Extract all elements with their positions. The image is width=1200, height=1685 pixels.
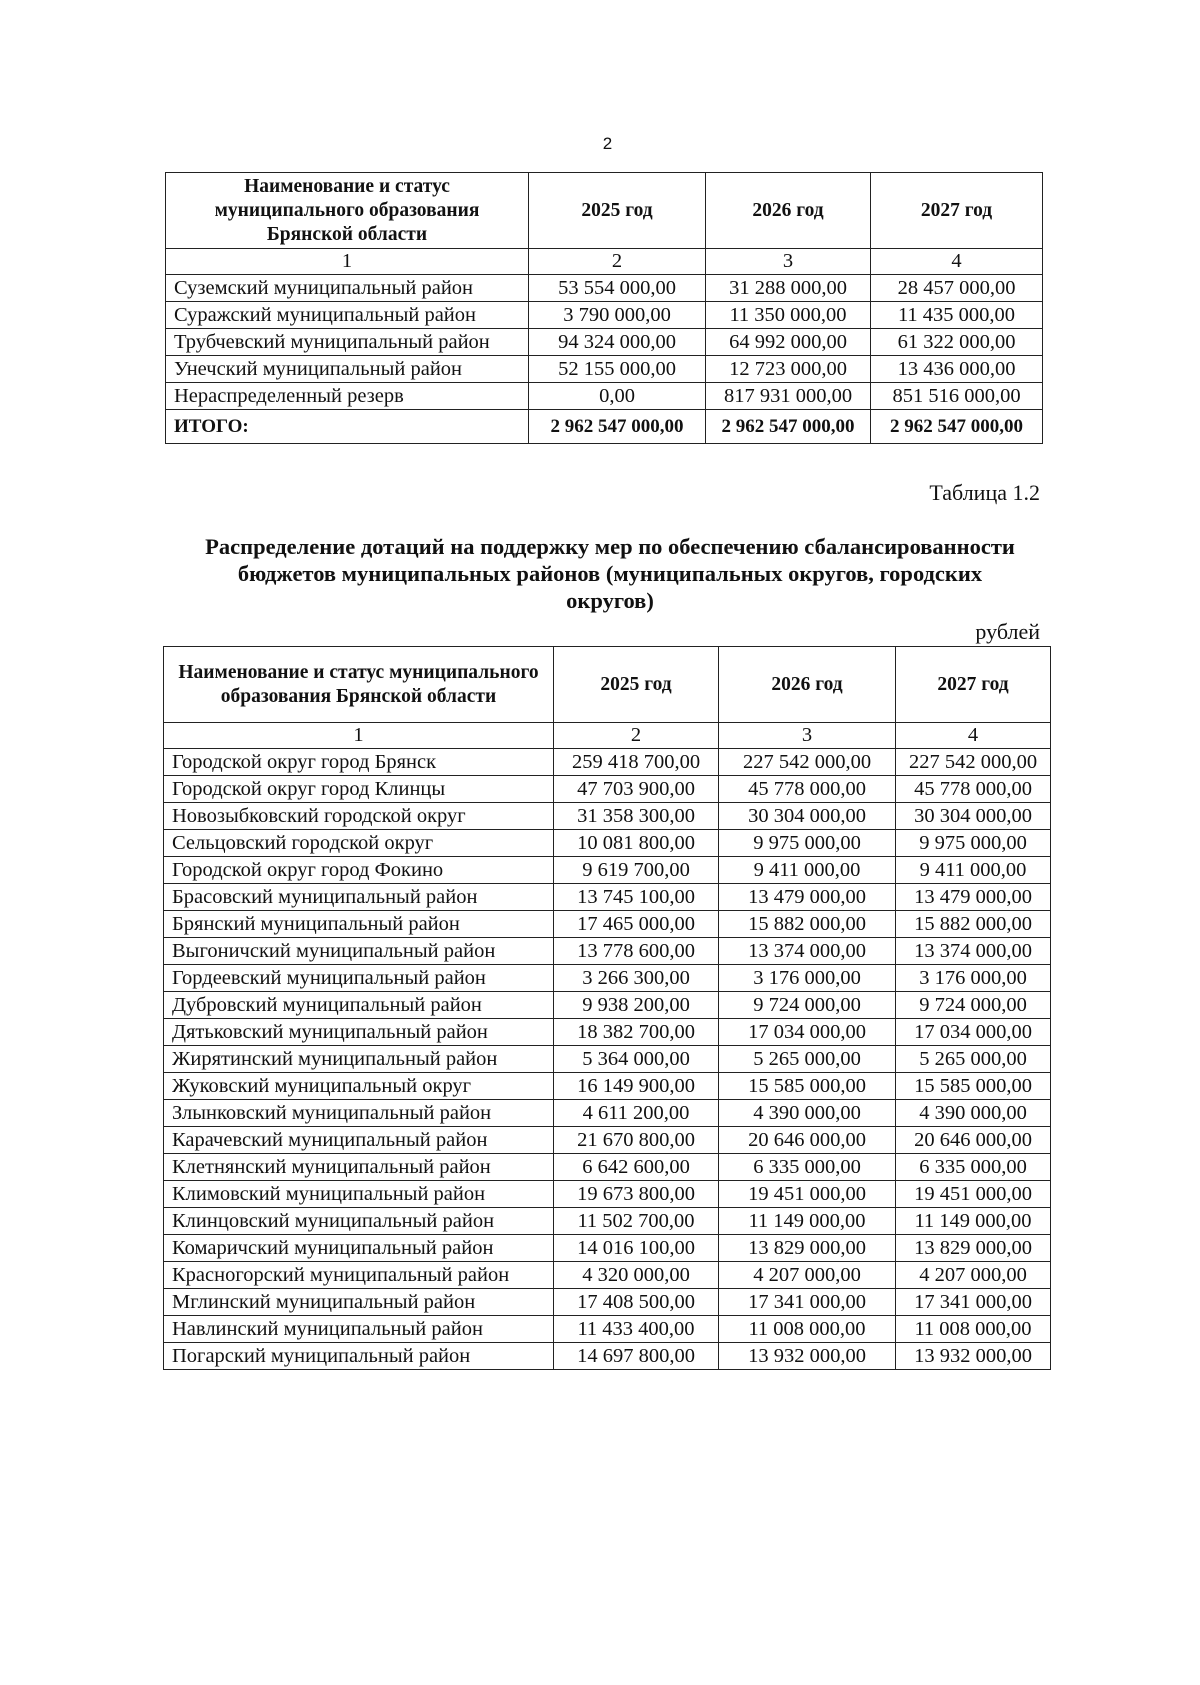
column-header-year: 2027 год: [871, 173, 1043, 249]
header-row: [166, 173, 1043, 249]
table-row: [164, 1208, 1051, 1235]
amount-cell: 15 882 000,00: [719, 911, 896, 938]
amount-cell: 3 266 300,00: [554, 965, 719, 992]
amount-cell: 17 341 000,00: [896, 1289, 1051, 1316]
column-index-row: [164, 723, 1051, 749]
amount-cell: 5 364 000,00: [554, 1046, 719, 1073]
amount-cell: 227 542 000,00: [896, 749, 1051, 776]
table-row: [164, 1073, 1051, 1100]
column-header-year: 2025 год: [554, 647, 719, 723]
amount-cell: 11 502 700,00: [554, 1208, 719, 1235]
amount-cell: 11 433 400,00: [554, 1316, 719, 1343]
amount-cell: 6 335 000,00: [719, 1154, 896, 1181]
table-row: [164, 1154, 1051, 1181]
municipality-name: Суражский муниципальный район: [166, 302, 529, 329]
municipality-name: Нераспределенный резерв: [166, 383, 529, 410]
amount-cell: 17 465 000,00: [554, 911, 719, 938]
table-row: [164, 1046, 1051, 1073]
table-row: [166, 356, 1043, 383]
amount-cell: 13 374 000,00: [896, 938, 1051, 965]
amount-cell: 13 479 000,00: [896, 884, 1051, 911]
municipality-name: Жуковский муниципальный округ: [164, 1073, 554, 1100]
total-row: [166, 410, 1043, 444]
table-row: [164, 1181, 1051, 1208]
table-row: [164, 1316, 1051, 1343]
table-row: [164, 1262, 1051, 1289]
amount-cell: 11 149 000,00: [719, 1208, 896, 1235]
table-row: [166, 329, 1043, 356]
table-1-2: [163, 646, 1051, 1370]
amount-cell: 817 931 000,00: [706, 383, 871, 410]
municipality-name: Карачевский муниципальный район: [164, 1127, 554, 1154]
amount-cell: 13 829 000,00: [896, 1235, 1051, 1262]
amount-cell: 30 304 000,00: [719, 803, 896, 830]
municipality-name: Городской округ город Фокино: [164, 857, 554, 884]
amount-cell: 53 554 000,00: [529, 275, 706, 302]
amount-cell: 9 975 000,00: [719, 830, 896, 857]
amount-cell: 4 207 000,00: [896, 1262, 1051, 1289]
amount-cell: 5 265 000,00: [719, 1046, 896, 1073]
amount-cell: 3 790 000,00: [529, 302, 706, 329]
amount-cell: 9 975 000,00: [896, 830, 1051, 857]
column-index: 4: [896, 723, 1051, 749]
amount-cell: 9 938 200,00: [554, 992, 719, 1019]
total-amount: 2 962 547 000,00: [871, 410, 1043, 444]
municipality-name: Гордеевский муниципальный район: [164, 965, 554, 992]
amount-cell: 28 457 000,00: [871, 275, 1043, 302]
amount-cell: 11 435 000,00: [871, 302, 1043, 329]
table-row: [164, 1019, 1051, 1046]
amount-cell: 30 304 000,00: [896, 803, 1051, 830]
amount-cell: 64 992 000,00: [706, 329, 871, 356]
amount-cell: 21 670 800,00: [554, 1127, 719, 1154]
amount-cell: 15 585 000,00: [719, 1073, 896, 1100]
column-index: 4: [871, 249, 1043, 275]
table-row: [164, 857, 1051, 884]
amount-cell: 20 646 000,00: [896, 1127, 1051, 1154]
municipality-name: Городской округ город Клинцы: [164, 776, 554, 803]
table-1-1-continuation: [165, 172, 1043, 444]
column-index: 2: [554, 723, 719, 749]
total-amount: 2 962 547 000,00: [529, 410, 706, 444]
amount-cell: 19 673 800,00: [554, 1181, 719, 1208]
municipality-name: Городской округ город Брянск: [164, 749, 554, 776]
municipality-name: Клинцовский муниципальный район: [164, 1208, 554, 1235]
municipality-name: Унечский муниципальный район: [166, 356, 529, 383]
amount-cell: 13 932 000,00: [896, 1343, 1051, 1370]
amount-cell: 13 436 000,00: [871, 356, 1043, 383]
unit-label: рублей: [975, 619, 1040, 644]
amount-cell: 19 451 000,00: [896, 1181, 1051, 1208]
table-row: [164, 749, 1051, 776]
amount-cell: 4 390 000,00: [896, 1100, 1051, 1127]
column-header-year: 2026 год: [706, 173, 871, 249]
amount-cell: 13 932 000,00: [719, 1343, 896, 1370]
amount-cell: 18 382 700,00: [554, 1019, 719, 1046]
municipality-name: Брянский муниципальный район: [164, 911, 554, 938]
column-header-year: 2026 год: [719, 647, 896, 723]
municipality-name: Сельцовский городской округ: [164, 830, 554, 857]
table-row: [166, 275, 1043, 302]
amount-cell: 31 358 300,00: [554, 803, 719, 830]
municipality-name: Дятьковский муниципальный район: [164, 1019, 554, 1046]
amount-cell: 12 723 000,00: [706, 356, 871, 383]
municipality-name: Выгоничский муниципальный район: [164, 938, 554, 965]
municipality-name: Суземский муниципальный район: [166, 275, 529, 302]
column-index: 1: [166, 249, 529, 275]
municipality-name: Новозыбковский городской округ: [164, 803, 554, 830]
amount-cell: 9 411 000,00: [896, 857, 1051, 884]
table-row: [164, 938, 1051, 965]
amount-cell: 259 418 700,00: [554, 749, 719, 776]
amount-cell: 11 149 000,00: [896, 1208, 1051, 1235]
amount-cell: 16 149 900,00: [554, 1073, 719, 1100]
column-header-year: 2027 год: [896, 647, 1051, 723]
amount-cell: 0,00: [529, 383, 706, 410]
column-header-name: Наименование и статус муниципального образования Брянской области: [164, 647, 554, 723]
municipality-name: Климовский муниципальный район: [164, 1181, 554, 1208]
amount-cell: 14 697 800,00: [554, 1343, 719, 1370]
municipality-name: Трубчевский муниципальный район: [166, 329, 529, 356]
municipality-name: Злынковский муниципальный район: [164, 1100, 554, 1127]
municipality-name: Комаричский муниципальный район: [164, 1235, 554, 1262]
table-row: [166, 302, 1043, 329]
amount-cell: 6 335 000,00: [896, 1154, 1051, 1181]
municipality-name: Мглинский муниципальный район: [164, 1289, 554, 1316]
amount-cell: 47 703 900,00: [554, 776, 719, 803]
column-index: 2: [529, 249, 706, 275]
municipality-name: Жирятинский муниципальный район: [164, 1046, 554, 1073]
column-index: 3: [706, 249, 871, 275]
amount-cell: 851 516 000,00: [871, 383, 1043, 410]
amount-cell: 15 585 000,00: [896, 1073, 1051, 1100]
amount-cell: 3 176 000,00: [896, 965, 1051, 992]
municipality-name: Клетнянский муниципальный район: [164, 1154, 554, 1181]
table-row: [164, 830, 1051, 857]
amount-cell: 5 265 000,00: [896, 1046, 1051, 1073]
amount-cell: 11 008 000,00: [896, 1316, 1051, 1343]
amount-cell: 19 451 000,00: [719, 1181, 896, 1208]
table-row: [164, 1235, 1051, 1262]
municipality-name: Красногорский муниципальный район: [164, 1262, 554, 1289]
amount-cell: 45 778 000,00: [719, 776, 896, 803]
amount-cell: 4 207 000,00: [719, 1262, 896, 1289]
table-title: Распределение дотаций на поддержку мер по обеспечению сбалансированности бюджетов муниципальных районов (муниципальных округов, городских округов): [205, 534, 1015, 613]
amount-cell: 4 390 000,00: [719, 1100, 896, 1127]
table-row: [164, 992, 1051, 1019]
table-row: [164, 1289, 1051, 1316]
amount-cell: 10 081 800,00: [554, 830, 719, 857]
amount-cell: 13 745 100,00: [554, 884, 719, 911]
amount-cell: 31 288 000,00: [706, 275, 871, 302]
amount-cell: 13 479 000,00: [719, 884, 896, 911]
table-row: [164, 884, 1051, 911]
page-number: 2: [602, 134, 613, 153]
amount-cell: 9 619 700,00: [554, 857, 719, 884]
amount-cell: 45 778 000,00: [896, 776, 1051, 803]
amount-cell: 17 034 000,00: [896, 1019, 1051, 1046]
amount-cell: 9 411 000,00: [719, 857, 896, 884]
column-index: 1: [164, 723, 554, 749]
column-index: 3: [719, 723, 896, 749]
amount-cell: 14 016 100,00: [554, 1235, 719, 1262]
amount-cell: 9 724 000,00: [896, 992, 1051, 1019]
table-row: [164, 1127, 1051, 1154]
municipality-name: Навлинский муниципальный район: [164, 1316, 554, 1343]
table-row: [164, 965, 1051, 992]
amount-cell: 20 646 000,00: [719, 1127, 896, 1154]
column-header-name: Наименование и статус муниципального образования Брянской области: [166, 173, 529, 249]
column-header-year: 2025 год: [529, 173, 706, 249]
amount-cell: 9 724 000,00: [719, 992, 896, 1019]
amount-cell: 17 341 000,00: [719, 1289, 896, 1316]
header-row: [164, 647, 1051, 723]
municipality-name: Брасовский муниципальный район: [164, 884, 554, 911]
table-row: [166, 383, 1043, 410]
total-amount: 2 962 547 000,00: [706, 410, 871, 444]
amount-cell: 13 778 600,00: [554, 938, 719, 965]
municipality-name: Дубровский муниципальный район: [164, 992, 554, 1019]
amount-cell: 11 008 000,00: [719, 1316, 896, 1343]
amount-cell: 17 408 500,00: [554, 1289, 719, 1316]
amount-cell: 52 155 000,00: [529, 356, 706, 383]
amount-cell: 4 320 000,00: [554, 1262, 719, 1289]
table-row: [164, 1343, 1051, 1370]
column-index-row: [166, 249, 1043, 275]
amount-cell: 6 642 600,00: [554, 1154, 719, 1181]
table-row: [164, 803, 1051, 830]
table-row: [164, 1100, 1051, 1127]
amount-cell: 94 324 000,00: [529, 329, 706, 356]
table-row: [164, 911, 1051, 938]
amount-cell: 13 829 000,00: [719, 1235, 896, 1262]
amount-cell: 4 611 200,00: [554, 1100, 719, 1127]
amount-cell: 13 374 000,00: [719, 938, 896, 965]
amount-cell: 227 542 000,00: [719, 749, 896, 776]
table-row: [164, 776, 1051, 803]
table-label: Таблица 1.2: [929, 480, 1040, 505]
amount-cell: 61 322 000,00: [871, 329, 1043, 356]
amount-cell: 11 350 000,00: [706, 302, 871, 329]
total-label: ИТОГО:: [166, 410, 529, 444]
municipality-name: Погарский муниципальный район: [164, 1343, 554, 1370]
amount-cell: 3 176 000,00: [719, 965, 896, 992]
amount-cell: 15 882 000,00: [896, 911, 1051, 938]
amount-cell: 17 034 000,00: [719, 1019, 896, 1046]
